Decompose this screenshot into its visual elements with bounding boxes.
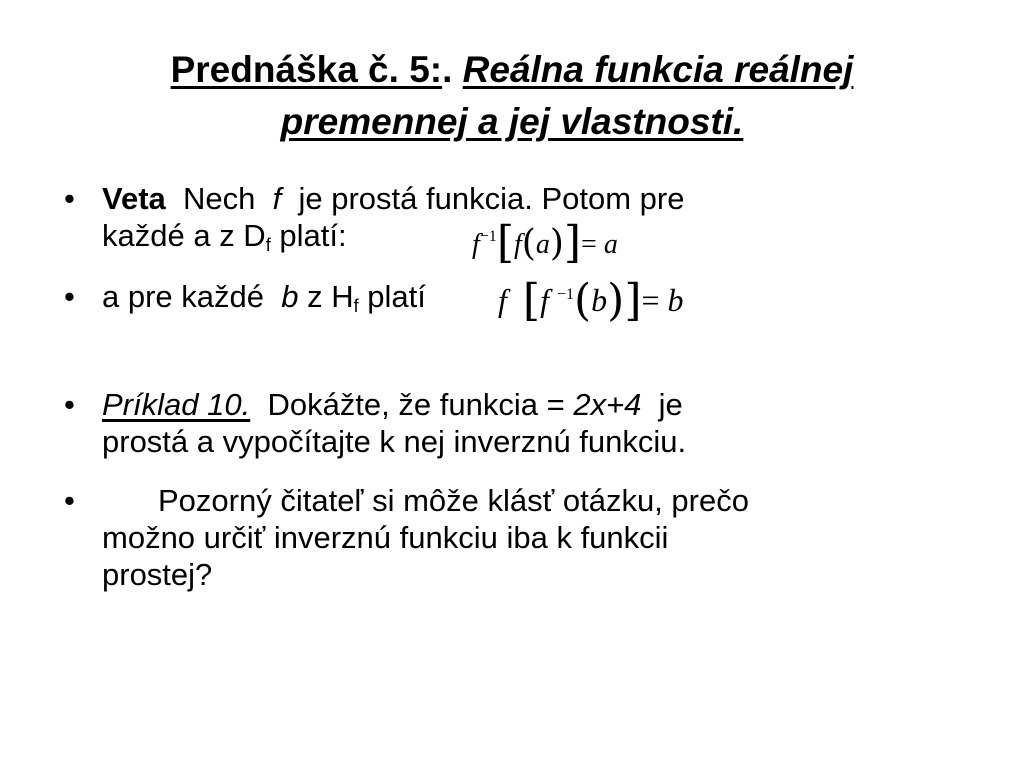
formula-bracket: [ xyxy=(496,217,514,268)
bullet-and-for-each-b xyxy=(60,275,684,326)
formula-symbol: f xyxy=(472,229,480,260)
formula-argument: a xyxy=(535,229,550,260)
subscript: f xyxy=(265,235,271,255)
formula-bracket: ] xyxy=(563,217,582,268)
bullet-example xyxy=(60,386,686,460)
bullet-text: Nech xyxy=(183,181,256,216)
bullet-question xyxy=(60,482,749,593)
bullet-theorem xyxy=(60,180,685,268)
formula-bracket: ] xyxy=(624,275,642,326)
formula-equals: = xyxy=(581,229,597,260)
bullet-line xyxy=(102,278,426,315)
bullet-text: platí xyxy=(367,279,426,314)
formula-bracket: [ xyxy=(522,275,541,326)
bullet-marker: • xyxy=(64,483,75,518)
bullet-line xyxy=(102,482,749,519)
formula-equals: = xyxy=(641,282,660,318)
bullet-text: prostej? xyxy=(102,557,213,592)
formula-symbol: f xyxy=(540,282,549,318)
bullet-line xyxy=(102,519,749,556)
formula-f-of-inverse xyxy=(498,275,684,326)
bullet-marker: • xyxy=(64,181,75,216)
bullet-text: je xyxy=(658,387,683,422)
bullet-line xyxy=(102,180,684,217)
formula-paren: ( xyxy=(573,275,592,326)
slide-title xyxy=(40,44,984,148)
bullet-line xyxy=(102,423,686,460)
function-expression: 2x+4 xyxy=(573,387,642,422)
formula-exponent: −1 xyxy=(556,286,574,303)
bullet-text: je prostá funkcia. Potom pre xyxy=(298,181,685,216)
bullet-text: prostá a vypočítajte k nej inverznú funkciu. xyxy=(102,424,687,459)
bullet-line xyxy=(102,556,749,593)
bullet-marker: • xyxy=(64,387,75,422)
formula-paren: ( xyxy=(521,223,536,264)
formula-exponent: −1 xyxy=(479,228,497,245)
example-label: Príklad 10. xyxy=(102,387,251,422)
bullet-text: Dokážte, že funkcia = xyxy=(267,387,565,422)
title-separator: . xyxy=(442,49,453,90)
title-subject-line1: Reálna funkcia reálnej xyxy=(462,49,854,90)
bullet-line xyxy=(102,386,686,423)
theorem-label: Veta xyxy=(102,181,166,216)
variable-b: b xyxy=(281,279,299,314)
title-subject-line2: premennej a jej vlastnosti. xyxy=(280,101,744,142)
formula-symbol: f xyxy=(498,282,507,318)
bullet-text: platí: xyxy=(279,218,347,253)
bullet-text: a pre každé xyxy=(102,279,264,314)
bullet-marker: • xyxy=(64,279,75,314)
subscript: f xyxy=(353,296,359,316)
bullet-text: každé a z D xyxy=(102,218,266,253)
formula-argument: b xyxy=(591,282,608,318)
formula-symbol: f xyxy=(513,229,522,260)
formula-paren: ) xyxy=(607,275,625,326)
title-prefix: Prednáška č. 5: xyxy=(170,49,443,90)
variable-f: f xyxy=(272,181,282,216)
bullet-text: možno určiť inverznú funkciu iba k funkcii xyxy=(102,520,669,555)
formula-rhs: a xyxy=(603,229,618,260)
formula-paren: ) xyxy=(549,223,564,264)
formula-inverse-of-f xyxy=(472,217,618,268)
formula-rhs: b xyxy=(667,282,684,318)
bullet-text: Pozorný čitateľ si môže klásť otázku, prečo xyxy=(158,483,749,518)
bullet-text: z H xyxy=(307,279,354,314)
